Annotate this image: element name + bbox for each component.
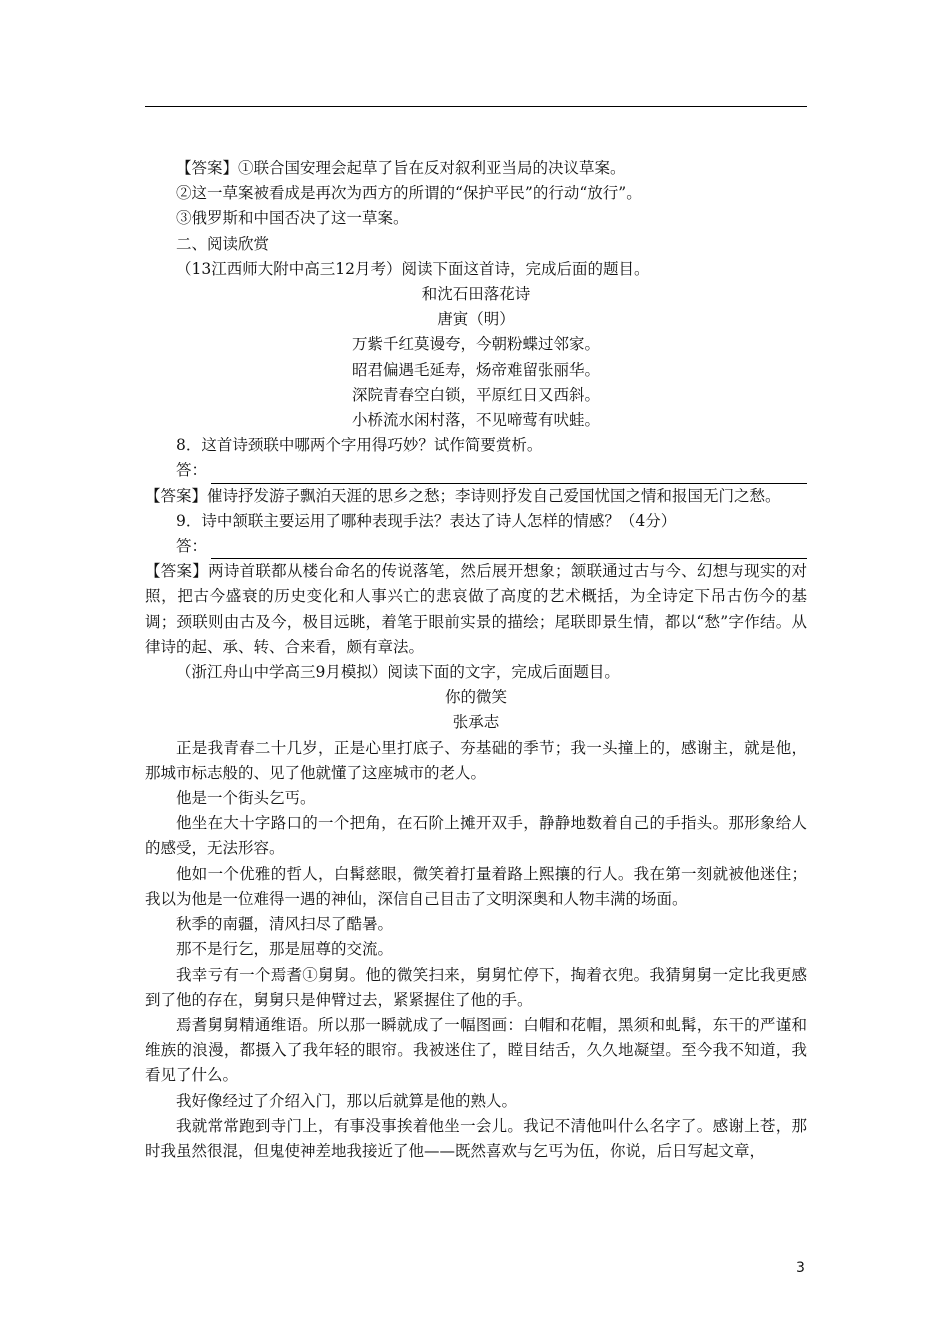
page-number: 3 — [796, 1260, 805, 1276]
poem-author: 唐寅（明） — [437, 310, 515, 329]
answer-q9: 【答案】两诗首联都从楼台命名的传说落笔，然后展开想象；颔联通过古与今、幻想与现实的对照，把古今盛衰的历史变化和人事兴亡的悲哀做了高度的艺术概括，为全诗定下吊古伤今的基调；颈联则由古及今，极目远眺，着笔于眼前实景的描绘；尾联即景生情，都以“愁”字作结。从律诗的起、承、转、合来看，颇有章法。 — [145, 562, 807, 656]
essay-intro: （浙江舟山中学高三9月模拟）阅读下面的文字，完成后面题目。 — [176, 663, 620, 682]
answer-label: 答： — [176, 461, 208, 480]
essay-title: 你的微笑 — [444, 688, 507, 707]
essay-paragraph: 他坐在大十字路口的一个把角，在石阶上摊开双手，静静地数着自己的手指头。那形象给人的感受，无法形容。 — [145, 814, 807, 858]
question-9: 9．诗中颔联主要运用了哪种表现手法？表达了诗人怎样的情感？（4分） — [176, 511, 677, 530]
poem-line: 深院青春空白锁，平原红日又西斜。 — [351, 385, 600, 404]
poem-intro: （13江西师大附中高三12月考）阅读下面这首诗，完成后面的题目。 — [176, 259, 650, 278]
essay-paragraph: 焉耆舅舅精通维语。所以那一瞬就成了一幅图画：白帽和花帽，黑须和虬髯，东干的严谨和维族的浪漫，都摄入了我年轻的眼帘。我被迷住了，瞠目结舌，久久地凝望。至今我不知道，我看见了什么。 — [145, 1015, 807, 1085]
poem-title: 和沈石田落花诗 — [421, 285, 531, 304]
essay-paragraph: 我好像经过了介绍入门，那以后就算是他的熟人。 — [176, 1091, 518, 1110]
essay-paragraph: 他如一个优雅的哲人，白髯慈眼，微笑着打量着路上熙攘的行人。我在第一刻就被他迷住；我以为他是一位难得一遇的神仙，深信自己目击了文明深奥和人物丰满的场面。 — [145, 864, 807, 908]
essay-paragraph: 他是一个街头乞丐。 — [176, 789, 316, 808]
answer-label: 答： — [176, 537, 208, 556]
answer-line: 【答案】①联合国安理会起草了旨在反对叙利亚当局的决议草案。 — [176, 159, 626, 177]
poem-line: 昭君偏遇毛延寿，炀帝难留张丽华。 — [351, 360, 600, 379]
essay-paragraph: 那不是行乞，那是屈尊的交流。 — [176, 940, 394, 959]
section-heading: 二、阅读欣赏 — [176, 234, 270, 253]
answer-q8: 【答案】催诗抒发游子飘泊天涯的思乡之愁；李诗则抒发自己爱国忧国之情和报国无门之愁。 — [145, 486, 781, 505]
answer-line: ③俄罗斯和中国否决了这一草案。 — [176, 209, 409, 228]
poem-line: 小桥流水闲村落，不见啼莺有吠蛙。 — [351, 411, 600, 430]
header-rule — [145, 106, 807, 107]
essay-paragraph: 我幸亏有一个焉耆①舅舅。他的微笑扫来，舅舅忙停下，掏着衣兜。我猜舅舅一定比我更感到了他的存在，舅舅只是伸臂过去，紧紧握住了他的手。 — [145, 965, 807, 1009]
answer-blank-q9 — [145, 534, 807, 559]
answer-line: ②这一草案被看成是再次为西方的所谓的“保护平民”的行动“放行”。 — [176, 184, 642, 203]
page-content — [145, 156, 807, 1164]
answer-underline — [211, 464, 807, 484]
question-8: 8．这首诗颈联中哪两个字用得巧妙？试作简要赏析。 — [176, 436, 543, 455]
answer-underline — [211, 539, 807, 559]
essay-paragraph: 正是我青春二十几岁，正是心里打底子、夯基础的季节；我一头撞上的，感谢主，就是他，那城市标志般的、见了他就懂了这座城市的老人。 — [145, 738, 807, 782]
answer-blank-q8 — [145, 458, 807, 483]
essay-author: 张承志 — [452, 713, 500, 732]
essay-paragraph: 我就常常跑到寺门上，有事没事挨着他坐一会儿。我记不清他叫什么名字了。感谢上苍，那时我虽然很混，但鬼使神差地我接近了他——既然喜欢与乞丐为伍，你说，后日写起文章， — [145, 1116, 807, 1160]
essay-paragraph: 秋季的南疆，清风扫尽了酷暑。 — [176, 915, 394, 934]
poem-line: 万紫千红莫谩夸，今朝粉蝶过邻家。 — [351, 335, 600, 354]
